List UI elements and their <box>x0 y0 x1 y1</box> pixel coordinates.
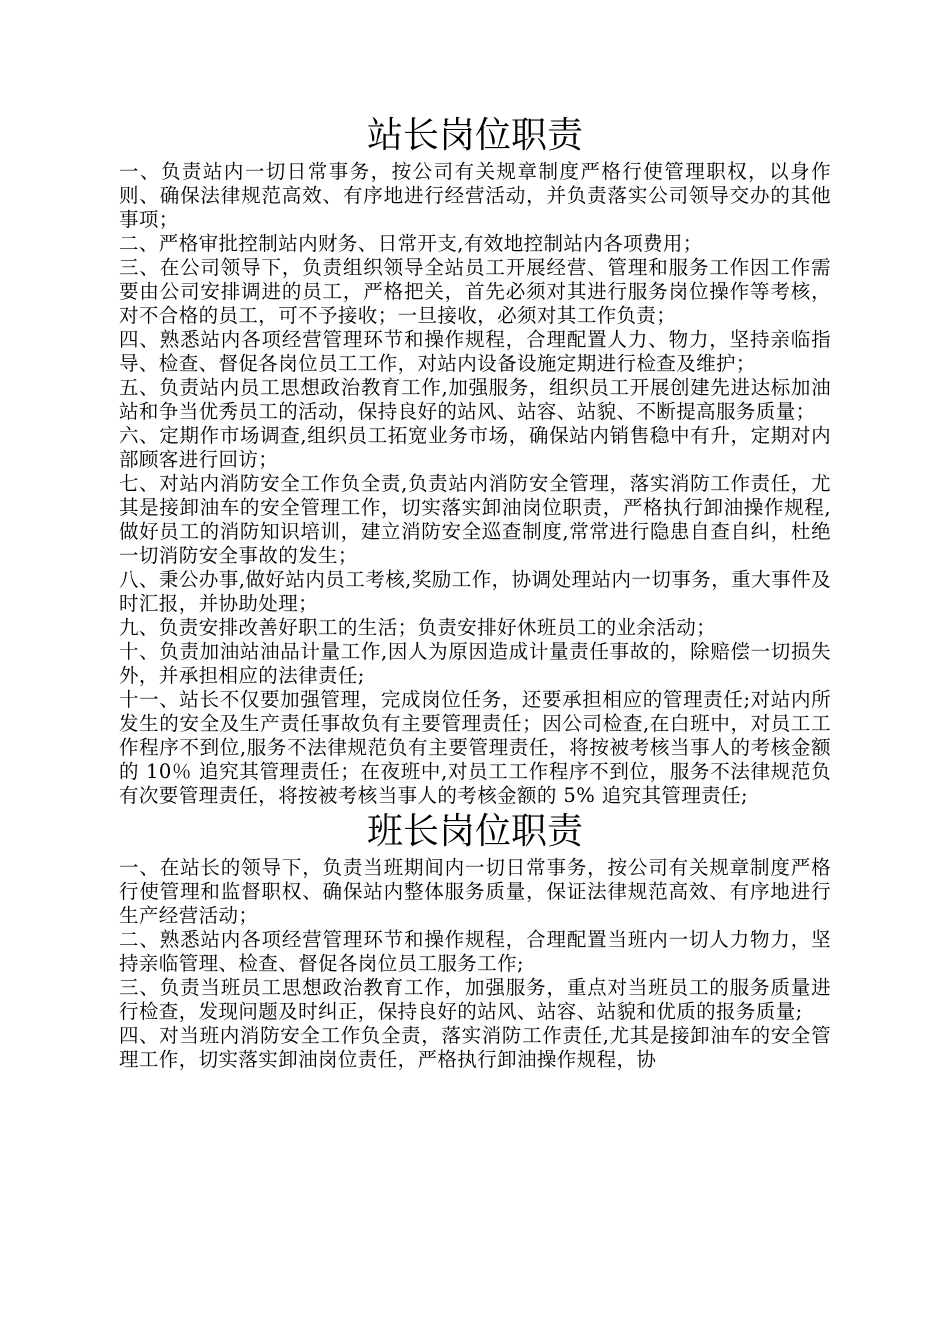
paragraph: 一、在站长的领导下，负责当班期间内一切日常事务，按公司有关规章制度严格行使管理和监督职权、确保站内整体服务质量，保证法律规范高效、有序地进行生产经营活动； <box>119 856 831 927</box>
paragraph: 十、负责加油站油品计量工作,因人为原因造成计量责任事故的，除赔偿一切损失外，并承担相应的法律责任; <box>119 640 831 687</box>
paragraph: 九、负责安排改善好职工的生活；负责安排好休班员工的业余活动； <box>119 616 717 639</box>
paragraph: 四、熟悉站内各项经营管理环节和操作规程，合理配置人力、物力，坚持亲临指导、检查、督促各岗位员工工作，对站内设备设施定期进行检查及维护； <box>119 328 831 375</box>
paragraph: 八、秉公办事,做好站内员工考核,奖励工作，协调处理站内一切事务，重大事件及时汇报，并协助处理； <box>119 568 831 615</box>
paragraph: 二、严格审批控制站内财务、日常开支,有效地控制站内各项费用； <box>119 232 703 255</box>
paragraph: 三、在公司领导下，负责组织领导全站员工开展经营、管理和服务工作因工作需要由公司安排调进的员工，严格把关，首先必须对其进行服务岗位操作等考核，对不合格的员工，可不予接收；一旦接收，必须对其工作负责； <box>119 256 831 327</box>
paragraph: 一、负责站内一切日常事务，按公司有关规章制度严格行使管理职权，以身作则、确保法律规范高效、有序地进行经营活动，并负责落实公司领导交办的其他事项； <box>119 160 831 231</box>
paragraph: 二、熟悉站内各项经营管理环节和操作规程，合理配置当班内一切人力物力，坚持亲临管理、检查、督促各岗位员工服务工作; <box>119 928 831 975</box>
paragraph: 三、负责当班员工思想政治教育工作，加强服务，重点对当班员工的服务质量进行检查，发现问题及时纠正，保持良好的站风、站容、站貌和优质的报务质量; <box>119 976 831 1023</box>
paragraph: 七、对站内消防安全工作负全责,负责站内消防安全管理，落实消防工作责任，尤其是接卸油车的安全管理工作，切实落实卸油岗位职责，严格执行卸油操作规程,做好员工的消防知识培训，建立消防安全巡查制度,常常进行隐患自查自纠，杜绝一切消防安全事故的发生； <box>119 472 831 567</box>
paragraph: 六、定期作市场调查,组织员工拓宽业务市场，确保站内销售稳中有升，定期对内部顾客进行回访； <box>119 424 831 471</box>
section-title-team-leader: 班长岗位职责 <box>366 811 583 852</box>
paragraph: 十一、站长不仅要加强管理，完成岗位任务，还要承担相应的管理责任;对站内所发生的安全及生产责任事故负有主要管理责任；因公司检查,在白班中，对员工工作程序不到位,服务不法律规范负有主要管理责任，将按被考核当事人的考核金额的 10％ 追究其管理责任；在夜班中,对员工工作程序不到位，服务不法律规范负有次要管理责任，将按被考核当事人的考核金额的 5% 追究其管理责任; <box>119 688 831 807</box>
paragraph: 五、负责站内员工思想政治教育工作,加强服务，组织员工开展创建先进达标加油站和争当优秀员工的活动，保持良好的站风、站容、站貌、不断提高服务质量； <box>119 376 831 423</box>
document-page <box>119 112 831 1072</box>
section-title-stationmaster: 站长岗位职责 <box>366 115 583 156</box>
paragraph: 四、对当班内消防安全工作负全责，落实消防工作责任,尤其是接卸油车的安全管理工作，切实落实卸油岗位责任，严格执行卸油操作规程，协 <box>119 1024 831 1071</box>
